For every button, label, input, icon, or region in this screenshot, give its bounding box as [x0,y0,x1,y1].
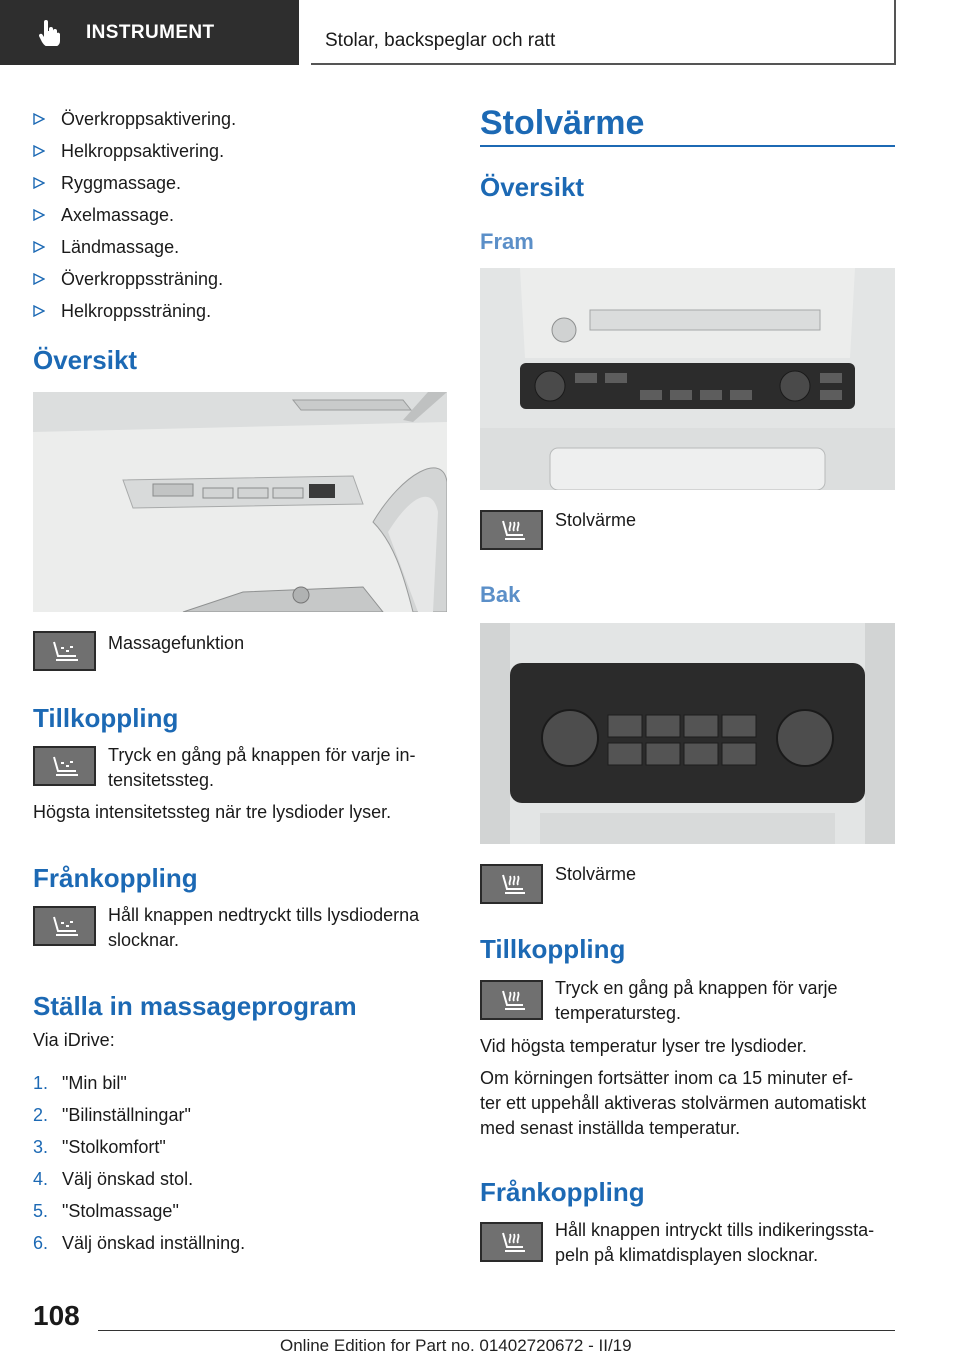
list-item: 3. "Stolkomfort" [33,1136,166,1157]
seat-heating-icon [495,987,529,1013]
on-heading-left: Tillkoppling [33,703,179,733]
massage-caption: Massagefunktion [108,633,245,653]
front-caption: Stolvärme [555,510,637,530]
heat-on-line1: Tryck en gång på knappen för varje [555,978,838,998]
heat-on-note: Vid högsta temperatur lyser tre lysdioder. [480,1036,807,1056]
list-item: 6. Välj önskad inställning. [33,1232,246,1253]
rear-caption: Stolvärme [555,864,637,884]
heating-button-icon [480,1222,543,1262]
front-climate-photo [480,268,895,490]
via-idrive: Via iDrive: [33,1030,115,1050]
massage-button-icon [33,631,96,671]
list-item: 5. "Stolmassage" [33,1200,179,1221]
on-heading-right: Tillkoppling [480,934,626,964]
massage-program-list [33,103,236,327]
on-instruction-line2: tensitetssteg. [108,770,215,790]
rear-panel-illustration [480,623,895,844]
page-number: 108 [33,1300,80,1331]
seat-massage-icon [48,753,82,779]
heating-button-icon [480,864,543,904]
list-item: Helkroppsaktivering. [33,135,236,167]
heating-button-icon [480,510,543,550]
seat-massage-icon [48,638,82,664]
off-heading-left: Frånkoppling [33,863,198,893]
overview-heading-left: Översikt [33,345,138,375]
heat-on-line2: temperatursteg. [555,1003,682,1023]
front-label: Fram [480,229,534,254]
massage-button-icon [33,746,96,786]
massage-button-icon [33,906,96,946]
on-instruction-line1: Tryck en gång på knappen för varje in- [108,745,416,765]
list-item: Ryggmassage. [33,167,236,199]
seat-massage-icon [48,913,82,939]
triangle-bullet-icon [33,209,45,221]
triangle-bullet-icon [33,177,45,189]
list-item: Helkroppssträning. [33,295,236,327]
seat-heating-icon [495,871,529,897]
list-item: Ländmassage. [33,231,236,263]
triangle-bullet-icon [33,113,45,125]
heating-button-icon [480,980,543,1020]
list-item: 4. Välj önskad stol. [33,1168,194,1189]
section-title: INSTRUMENT [86,21,215,43]
triangle-bullet-icon [33,241,45,253]
chapter-title: Stolar, backspeglar och ratt [325,30,556,51]
title-rule [480,145,895,147]
list-item: Axelmassage. [33,199,236,231]
door-panel-illustration [33,392,447,612]
heat-off-line1: Håll knappen intryckt tills indikeringssta- [555,1220,875,1240]
on-note: Högsta intensitetssteg när tre lysdioder lyser. [33,802,392,822]
auto-line3: med senast inställda temperatur. [480,1118,741,1138]
triangle-bullet-icon [33,305,45,317]
triangle-bullet-icon [33,145,45,157]
front-panel-illustration [480,268,895,490]
auto-line1: Om körningen fortsätter inom ca 15 minuter ef- [480,1068,854,1088]
seat-heating-icon [495,517,529,543]
auto-line2: ter ett uppehåll aktiveras stolvärmen automatiskt [480,1093,867,1113]
section-tab[interactable] [0,0,299,65]
heat-off-line2: peln på klimatdisplayen slocknar. [555,1245,819,1265]
list-item: 1. "Min bil" [33,1072,127,1093]
list-item: Överkroppsaktivering. [33,103,236,135]
program-steps [33,1067,245,1259]
triangle-bullet-icon [33,273,45,285]
seat-heating-icon [495,1229,529,1255]
overview-heading-right: Översikt [480,172,585,202]
program-heading: Ställa in massageprogram [33,991,357,1021]
rear-climate-photo [480,623,895,844]
door-massage-photo [33,392,447,612]
off-instruction-line1: Håll knappen nedtryckt tills lysdioderna [108,905,420,925]
footer-edition: Online Edition for Part no. 01402720672 - II/19 [280,1336,632,1355]
chapter-header [311,0,896,65]
off-instruction-line2: slocknar. [108,930,180,950]
footer-rule [98,1330,895,1331]
hand-pointer-icon [38,20,60,46]
page-title: Stolvärme [480,104,645,142]
list-item: 2. "Bilinställningar" [33,1104,191,1125]
off-heading-right: Frånkoppling [480,1177,645,1207]
rear-label: Bak [480,582,521,607]
list-item: Överkroppssträning. [33,263,236,295]
